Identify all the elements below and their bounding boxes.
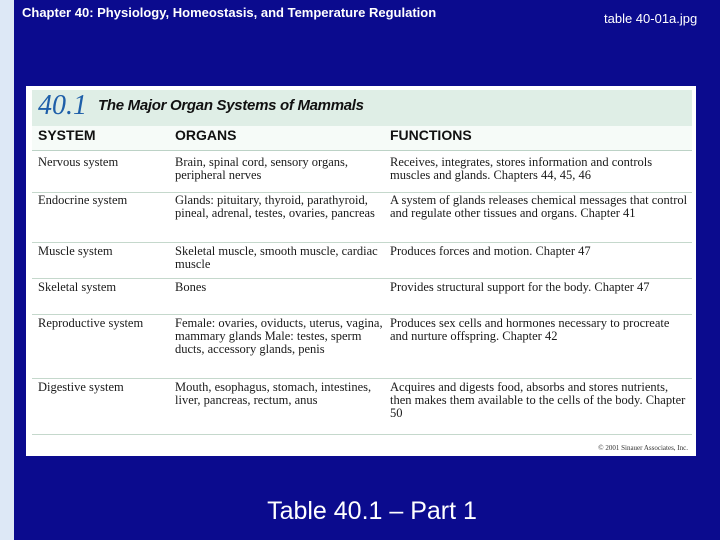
table-row bbox=[32, 378, 692, 435]
column-header-row bbox=[32, 126, 692, 151]
table-title: The Major Organ Systems of Mammals bbox=[98, 97, 364, 114]
cell-functions: Receives, integrates, stores information and controls muscles and glands. Chapters 44, 45, 46 bbox=[390, 155, 653, 182]
table-row bbox=[32, 152, 692, 193]
column-header-organs: ORGANS bbox=[175, 127, 237, 143]
slide-caption: Table 40.1 – Part 1 bbox=[267, 497, 477, 525]
cell-organs: Mouth, esophagus, stomach, intestines, liver, pancreas, rectum, anus bbox=[175, 380, 372, 407]
table-row bbox=[32, 314, 692, 379]
table-row bbox=[32, 192, 692, 243]
cell-organs: Skeletal muscle, smooth muscle, cardiac muscle bbox=[175, 244, 378, 271]
cell-organs: Bones bbox=[175, 280, 207, 294]
chapter-title: Chapter 40: Physiology, Homeostasis, and Temperature Regulation bbox=[22, 5, 437, 20]
left-edge-strip bbox=[0, 0, 14, 540]
cell-system: Muscle system bbox=[38, 244, 113, 258]
organ-systems-table bbox=[26, 86, 696, 456]
column-header-system: SYSTEM bbox=[38, 127, 96, 143]
table-row bbox=[32, 242, 692, 279]
cell-functions: Produces forces and motion. Chapter 47 bbox=[390, 244, 591, 258]
image-file-name: table 40-01a.jpg bbox=[604, 11, 698, 26]
cell-system: Nervous system bbox=[38, 155, 119, 169]
cell-functions: Produces sex cells and hormones necessary to procreate and nurture offspring. Chapter 42 bbox=[390, 316, 670, 343]
cell-organs: Glands: pituitary, thyroid, parathyroid, pineal, adrenal, testes, ovaries, pancreas bbox=[175, 193, 375, 220]
cell-organs: Brain, spinal cord, sensory organs, peripheral nerves bbox=[175, 155, 349, 182]
cell-system: Reproductive system bbox=[38, 316, 144, 330]
column-header-functions: FUNCTIONS bbox=[390, 127, 472, 143]
cell-functions: Acquires and digests food, absorbs and stores nutrients, then makes them available to the cells of the body. Chapter 50 bbox=[390, 380, 686, 420]
cell-functions: A system of glands releases chemical messages that control and regulate other tissues and organs. Chapter 41 bbox=[390, 193, 688, 220]
cell-organs: Female: ovaries, oviducts, uterus, vagina, mammary glands Male: testes, sperm ducts, accessory glands, penis bbox=[175, 316, 383, 356]
cell-system: Digestive system bbox=[38, 380, 124, 394]
cell-system: Skeletal system bbox=[38, 280, 117, 294]
copyright-notice: © 2001 Sinauer Associates, Inc. bbox=[598, 444, 688, 452]
table-number: 40.1 bbox=[38, 90, 87, 121]
table-row bbox=[32, 278, 692, 315]
cell-system: Endocrine system bbox=[38, 193, 128, 207]
cell-functions: Provides structural support for the body. Chapter 47 bbox=[390, 280, 650, 294]
